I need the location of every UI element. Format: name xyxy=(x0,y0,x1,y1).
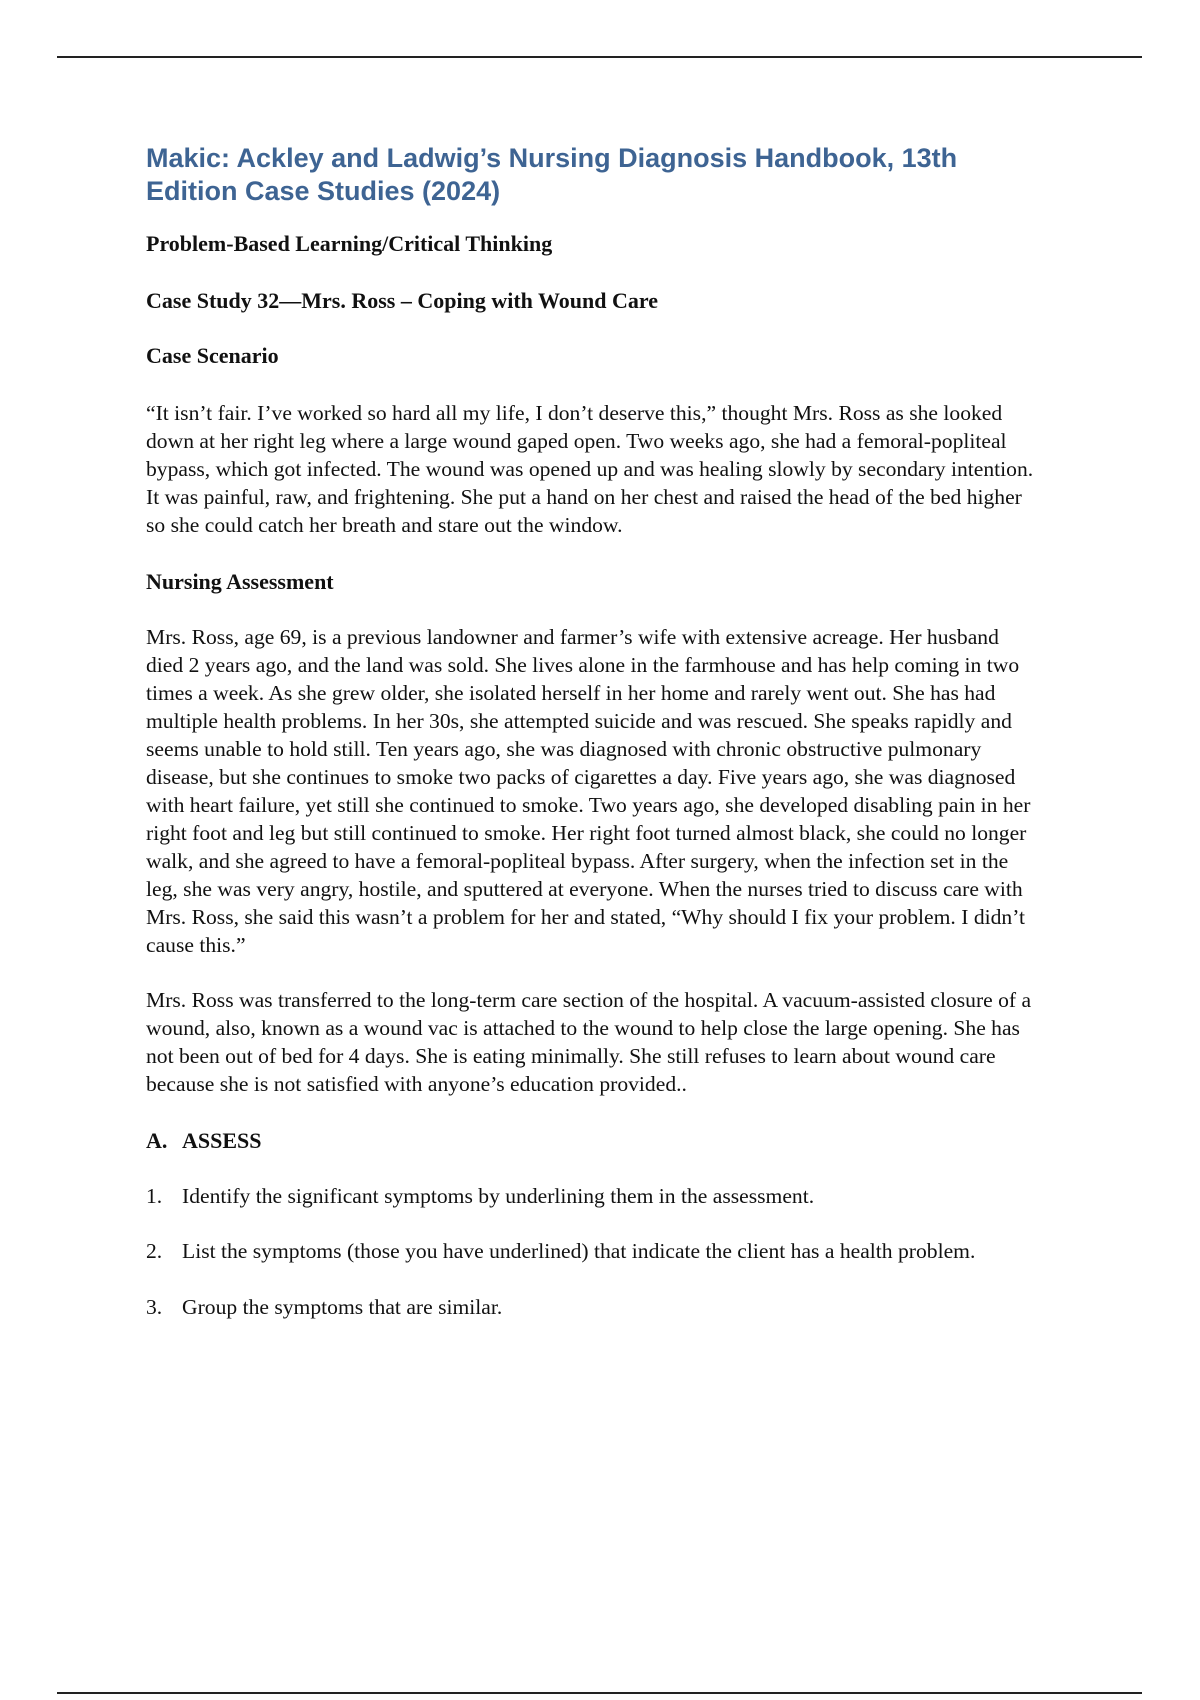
question-text: Group the symptoms that are similar. xyxy=(182,1295,503,1319)
question-number: 1. xyxy=(146,1184,163,1208)
assessment-paragraph: Mrs. Ross was transferred to the long-term care section of the hospital. A vacuum-assisted closure of a wound, also, known as a wound vac is attached to the wound to help close the large opening. She has not been out of bed for 4 days. She is eating minimally. She still refuses to learn about wound care because she is not satisfied with anyone’s education provided.. xyxy=(146,988,1032,1096)
question-item xyxy=(146,1237,1036,1265)
case-scenario-text: “It isn’t fair. I’ve worked so hard all my life, I don’t deserve this,” thought Mrs. Ross as she looked down at her right leg where a large wound gaped open. Two weeks ago, she had a femoral-popliteal bypass, which got infected. The wound was opened up and was healing slowly by secondary intention. It was painful, raw, and frightening. She put a hand on her chest and raised the head of the bed higher so she could catch her breath and stare out the window. xyxy=(146,401,1034,537)
case-scenario-heading: Case Scenario xyxy=(146,343,279,368)
section-heading-assess xyxy=(146,1127,1036,1155)
assessment-paragraph: Mrs. Ross, age 69, is a previous landowner and farmer’s wife with extensive acreage. Her husband died 2 years ago, and the land was sold. She lives alone in the farmhouse and has help coming in two times a week. As she grew older, she isolated herself in her home and rarely went out. She has had multiple health problems. In her 30s, she attempted suicide and was rescued. She speaks rapidly and seems unable to hold still. Ten years ago, she was diagnosed with chronic obstructive pulmonary disease, but she continues to smoke two packs of cigarettes a day. Five years ago, she was diagnosed with heart failure, yet still she continued to smoke. Two years ago, she developed disabling pain in her right foot and leg but still continued to smoke. Her right foot turned almost black, she could no longer walk, and she agreed to have a femoral-popliteal bypass. After surgery, when the infection set in the leg, she was very angry, hostile, and sputtered at everyone. When the nurses tried to discuss care with Mrs. Ross, she said this wasn’t a problem for her and stated, “Why should I fix your problem. I didn’t cause this.” xyxy=(146,625,1031,957)
top-rule xyxy=(57,56,1142,58)
question-text: Identify the significant symptoms by underlining them in the assessment. xyxy=(182,1184,815,1208)
section-letter: A. xyxy=(146,1128,168,1153)
page-content xyxy=(146,142,1036,1321)
bottom-rule xyxy=(57,1692,1142,1694)
question-text: List the symptoms (those you have underlined) that indicate the client has a health problem. xyxy=(182,1239,976,1263)
document-title: Makic: Ackley and Ladwig’s Nursing Diagnosis Handbook, 13th Edition Case Studies (2024) xyxy=(146,143,958,206)
question-number: 2. xyxy=(146,1239,163,1263)
question-item xyxy=(146,1182,1036,1210)
question-item xyxy=(146,1293,1036,1321)
question-list xyxy=(146,1182,1036,1321)
question-number: 3. xyxy=(146,1295,163,1319)
section-label: ASSESS xyxy=(182,1128,262,1153)
subtitle-heading: Problem-Based Learning/Critical Thinking xyxy=(146,231,553,256)
case-study-title: Case Study 32—Mrs. Ross – Coping with Wound Care xyxy=(146,288,658,313)
nursing-assessment-heading: Nursing Assessment xyxy=(146,569,334,594)
